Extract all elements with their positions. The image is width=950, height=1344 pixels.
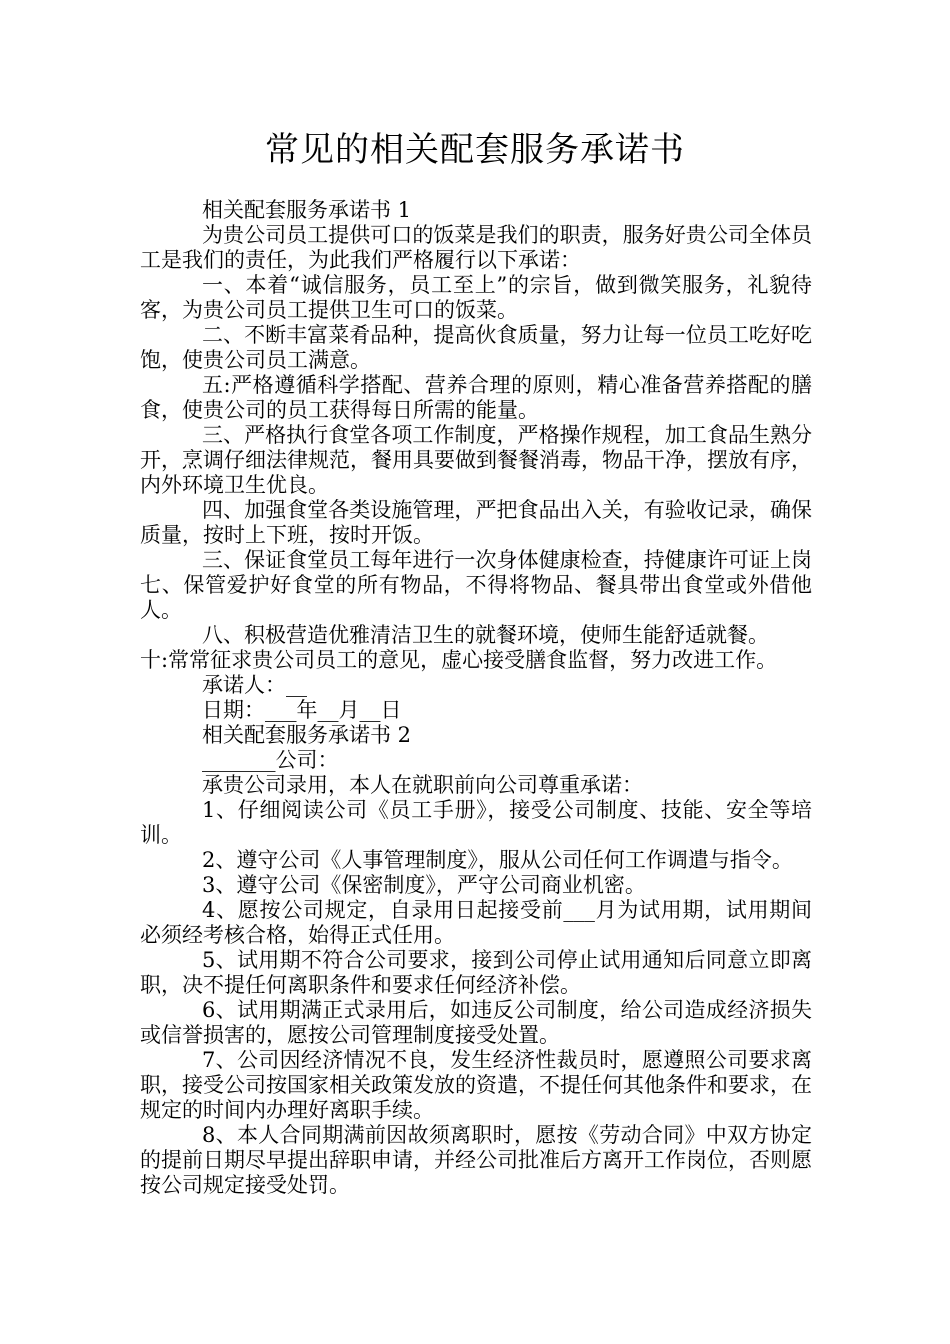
- paragraph-intro: 为贵公司员工提供可口的饭菜是我们的职责，服务好贵公司全体员工是我们的责任，为此我们严格履行以下承诺：: [140, 223, 812, 272]
- paragraph-item: 6、试用期满正式录用后，如违反公司制度，给公司造成经济损失或信誉损害的，愿按公司管理制度接受处置。: [140, 998, 812, 1047]
- paragraph-item: 十:常常征求贵公司员工的意见，虚心接受膳食监督，努力改进工作。: [140, 648, 778, 672]
- paragraph-item: 5、试用期不符合公司要求，接到公司停止试用通知后同意立即离职，决不提任何离职条件和要求任何经济补偿。: [140, 948, 812, 997]
- document-title: 常见的相关配套服务承诺书: [265, 130, 685, 170]
- signature-line: 承诺人：__: [202, 673, 307, 697]
- paragraph-item: 1、仔细阅读公司《员工手册》，接受公司制度、技能、安全等培训。: [140, 798, 812, 847]
- paragraph-item: 四、加强食堂各类设施管理，严把食品出入关，有验收记录，确保质量，按时上下班，按时开饭。: [140, 498, 812, 547]
- paragraph-item: 三、保证食堂员工每年进行一次身体健康检查，持健康许可证上岗七、保管爱护好食堂的所有物品，不得将物品、餐具带出食堂或外借他人。: [140, 548, 812, 622]
- addressee-line: _______公司：: [202, 748, 339, 772]
- paragraph-item: 二、不断丰富菜肴品种，提高伙食质量，努力让每一位员工吃好吃饱，使贵公司员工满意。: [140, 323, 812, 372]
- paragraph-item: 2、遵守公司《人事管理制度》，服从公司任何工作调遣与指令。: [202, 848, 793, 872]
- paragraph-item: 五:严格遵循科学搭配、营养合理的原则，精心准备营养搭配的膳食，使贵公司的员工获得每日所需的能量。: [140, 373, 812, 422]
- paragraph-item: 3、遵守公司《保密制度》，严守公司商业机密。: [202, 873, 646, 897]
- paragraph-item: 7、公司因经济情况不良，发生经济性裁员时，愿遵照公司要求离职，接受公司按国家相关政策发放的资遣，不提任何其他条件和要求，在规定的时间内办理好离职手续。: [140, 1048, 812, 1122]
- paragraph-item: 4、愿按公司规定，自录用日起接受前___月为试用期，试用期间必须经考核合格，始得正式任用。: [140, 898, 812, 947]
- paragraph-item: 一、本着“诚信服务，员工至上”的宗旨，做到微笑服务，礼貌待客，为贵公司员工提供卫生可口的饭菜。: [140, 273, 812, 322]
- paragraph-intro: 承贵公司录用，本人在就职前向公司尊重承诺：: [202, 773, 643, 797]
- section-heading-1: 相关配套服务承诺书 1: [202, 198, 412, 222]
- document-body: [140, 198, 812, 1198]
- paragraph-item: 八、积极营造优雅清洁卫生的就餐环境，使师生能舒适就餐。: [202, 623, 769, 647]
- date-line: 日期：___年__月__日: [202, 698, 402, 722]
- section-heading-2: 相关配套服务承诺书 2: [202, 723, 412, 747]
- paragraph-item: 8、本人合同期满前因故须离职时，愿按《劳动合同》中双方协定的提前日期尽早提出辞职申请，并经公司批准后方离开工作岗位，否则愿按公司规定接受处罚。: [140, 1123, 812, 1197]
- paragraph-item: 三、严格执行食堂各项工作制度，严格操作规程，加工食品生熟分开，烹调仔细法律规范，餐用具要做到餐餐消毒，物品干净，摆放有序，内外环境卫生优良。: [140, 423, 812, 497]
